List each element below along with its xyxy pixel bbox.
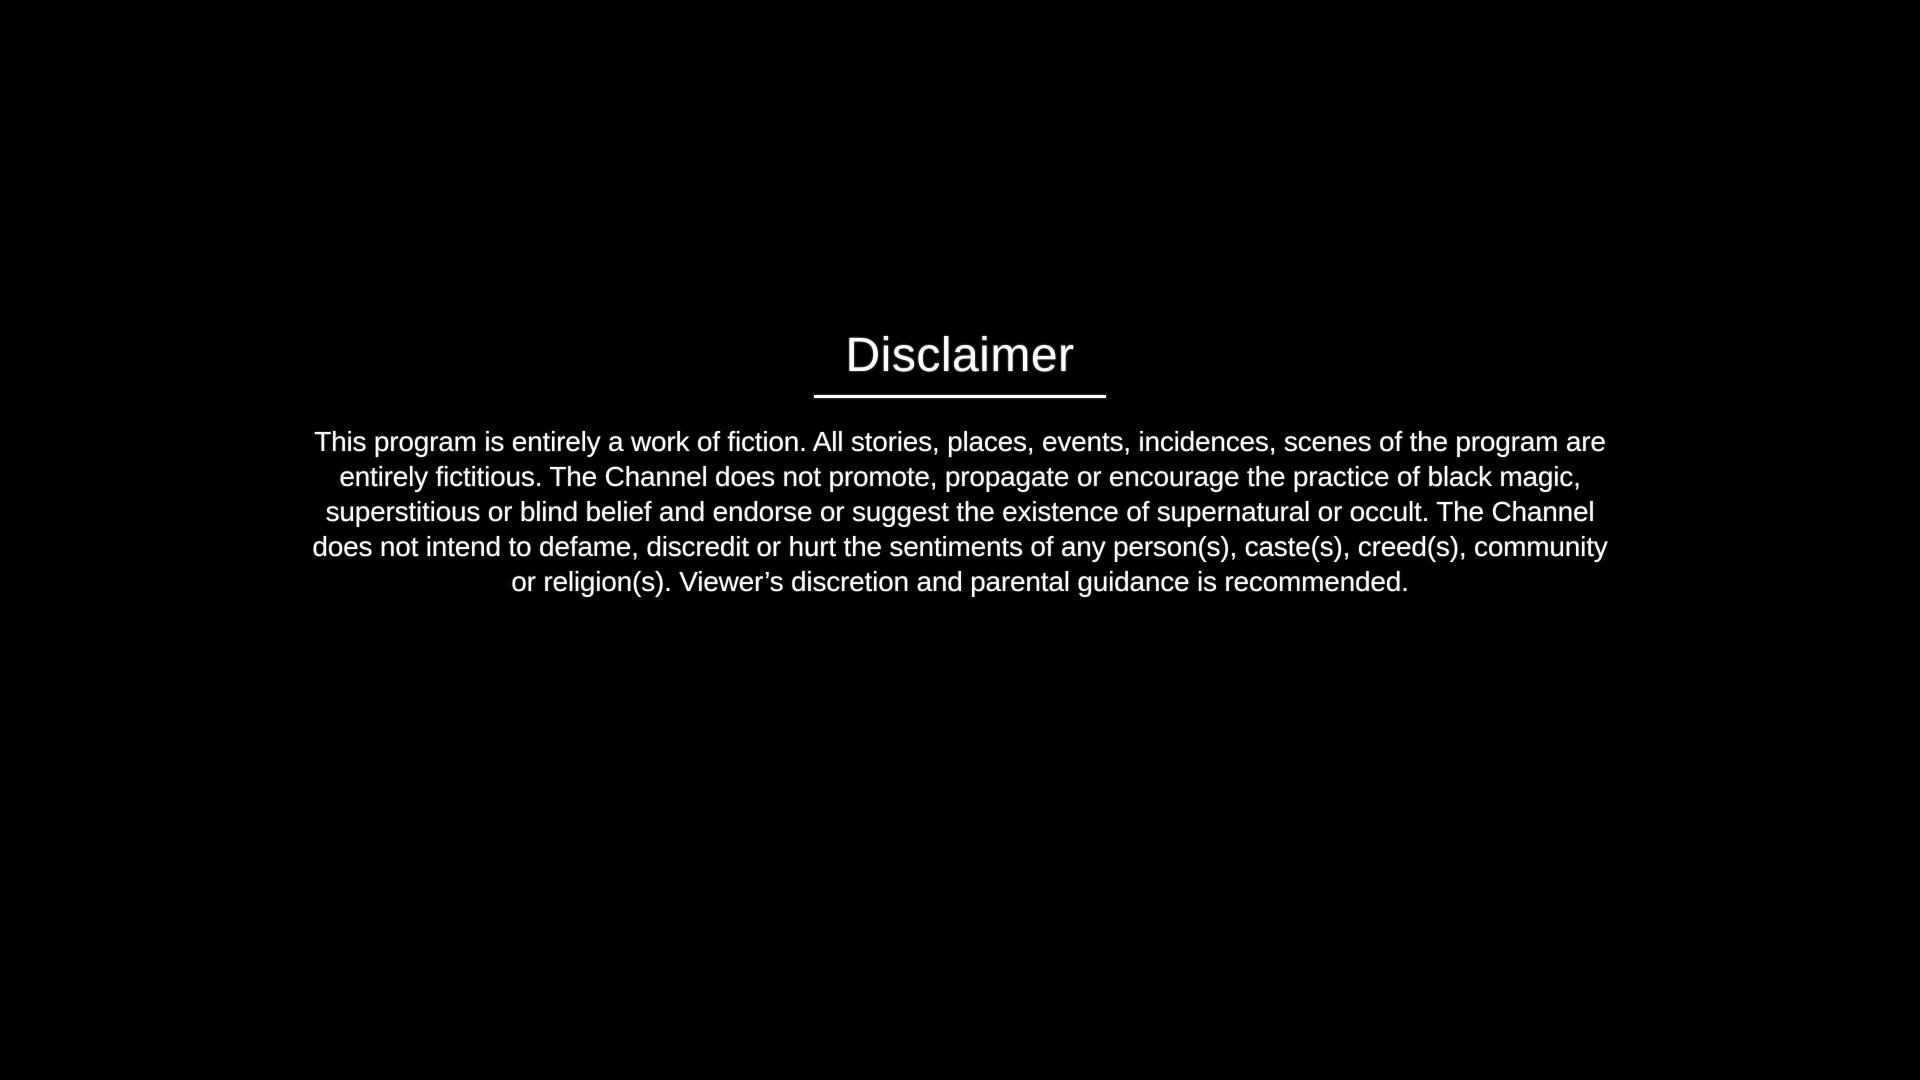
disclaimer-body-line-3: superstitious or blind belief and endorse or suggest the existence of supernatural or occult. The Channel [325, 496, 1595, 527]
disclaimer-title: Disclaimer [845, 329, 1075, 382]
disclaimer-body-line-5: or religion(s). Viewer’s discretion and parental guidance is recommended. [511, 566, 1409, 597]
disclaimer-header [0, 329, 1920, 398]
disclaimer-body [0, 424, 1920, 599]
disclaimer-body-line-4: does not intend to defame, discredit or hurt the sentiments of any person(s), caste(s), creed(s), community [312, 531, 1608, 562]
disclaimer-body-line-1: This program is entirely a work of fiction. All stories, places, events, incidences, scenes of the program are [314, 426, 1606, 457]
title-underline-rule [814, 395, 1106, 398]
disclaimer-body-line-2: entirely fictitious. The Channel does not promote, propagate or encourage the practice of black magic, [339, 461, 1581, 492]
